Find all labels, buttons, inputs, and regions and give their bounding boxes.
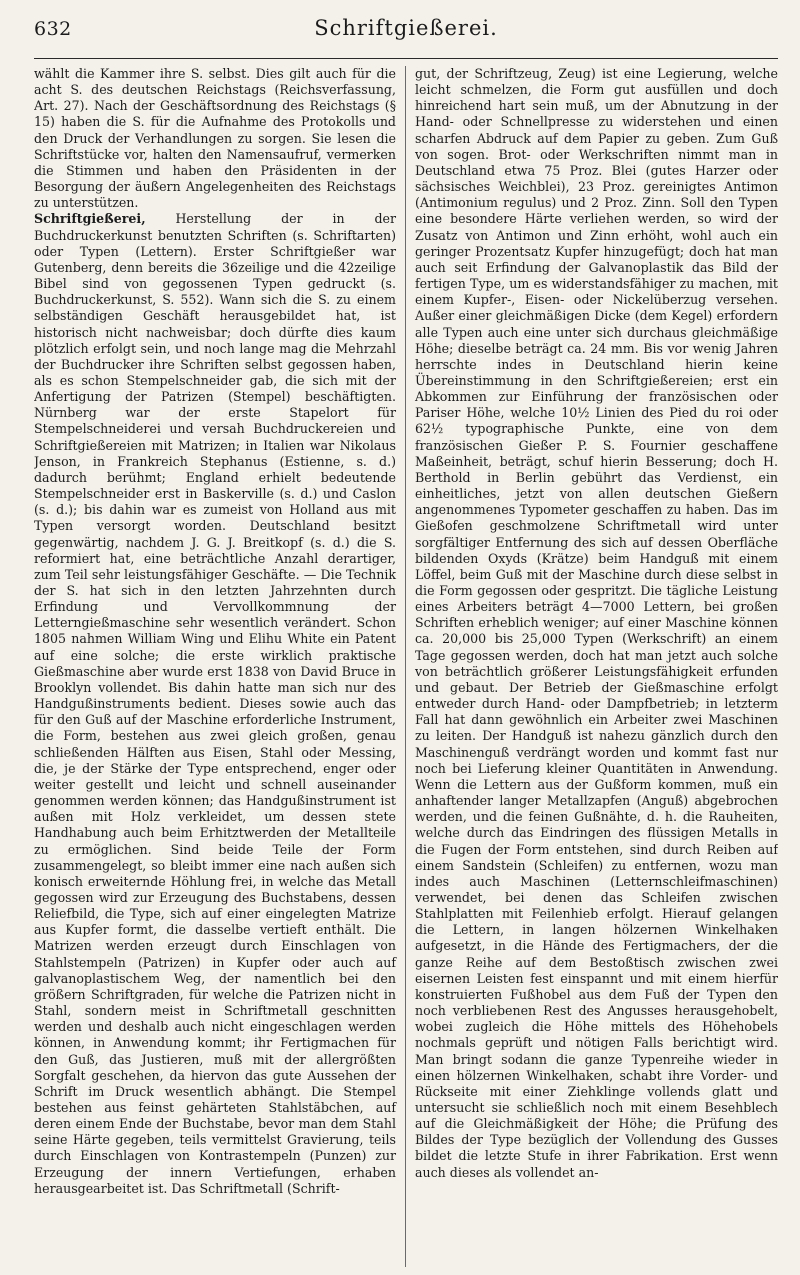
left-column (34, 66, 406, 1267)
text-columns (34, 66, 778, 1267)
paragraph-schriftgiesserei (34, 211, 396, 1197)
page-number: 632 (34, 18, 72, 40)
right-column (406, 66, 778, 1267)
paragraph-schriftmetall: gut, der Schriftzeug, Zeug) ist eine Legierung, welche leicht schmelzen, die Form gut ausfüllen und doch hinreichend hart sein muß, um der Abnutzung in der Hand- oder Schnellpresse zu widerstehen und einen scharfen Abdruck auf dem Papier zu geben. Zum Guß von sogen. Brot- oder Werkschriften nimmt man in Deutschland etwa 75 Proz. Blei (gutes Harzer oder sächsisches Weichblei), 23 Proz. gereinigtes Antimon (Antimonium regulus) und 2 Proz. Zinn. Soll den Typen eine besondere Härte verliehen werden, so wird der Zusatz von Antimon und Zinn erhöht, wohl auch ein geringer Prozentsatz Kupfer hinzugefügt; doch hat man auch seit Erfindung der Galvanoplastik das Bild der fertigen Type, um es widerstandsfähiger zu machen, mit einem Kupfer-, Eisen- oder Nickelüberzug versehen. Außer einer gleichmäßigen Dicke (dem Kegel) erfordern alle Typen auch eine unter sich durchaus gleichmäßige Höhe; dieselbe beträgt ca. 24 mm. Bis vor wenig Jahren herrschte indes in Deutschland hierin keine Übereinstimmung in den Schriftgießereien; erst ein Abkommen zur Einführung der französischen oder Pariser Höhe, welche 10½ Linien des Pied du roi oder 62½ typographische Punkte, eine von dem französischen Gießer P. S. Fournier geschaffene Maßeinheit, beträgt, schuf hierin Besserung; doch H. Berthold in Berlin gebührt das Verdienst, ein einheitliches, jetzt von allen deutschen Gießern angenommenes Typometer geschaffen zu haben. Das im Gießofen geschmolzene Schriftmetall wird unter sorgfältiger Entfernung des sich auf dessen Oberfläche bildenden Oxyds (Krätze) beim Handguß mit einem Löffel, beim Guß mit der Maschine durch diese selbst in die Form gegossen oder gespritzt. Die tägliche Leistung eines Arbeiters beträgt 4—7000 Lettern, bei großen Schriften erheblich weniger; auf einer Maschine können ca. 20,000 bis 25,000 Typen (Werkschrift) an einem Tage gegossen werden, doch hat man jetzt auch solche von beträchtlich größerer Leistungsfähigkeit erfunden und gebaut. Der Betrieb der Gießmaschine erfolgt entweder durch Hand- oder Dampfbetrieb; in letzterm Fall hat dann gewöhnlich ein Arbeiter zwei Maschinen zu leiten. Der Handguß ist nahezu gänzlich durch den Maschinenguß verdrängt worden und kommt fast nur noch bei Lieferung kleiner Quantitäten in Anwendung. Wenn die Lettern aus der Gußform kommen, muß ein anhaftender langer Metallzapfen (Anguß) abgebrochen werden, und die feinen Gußnähte, d. h. die Rauheiten, welche durch das Eindringen des flüssigen Metalls in die Fugen der Form entstehen, sind durch Reiben auf einem Sandstein (Schleifen) zu entfernen, wozu man indes auch Maschinen (Letternschleifmaschinen) verwendet, bei denen das Schleifen zwischen Stahlplatten mit Feilenhieb erfolgt. Hierauf gelangen die Lettern, in langen hölzernen Winkelhaken aufgesetzt, in die Hände des Fertigmachers, der die ganze Reihe auf dem Bestoßtisch zwischen zwei eisernen Leisten fest einspannt und mit einem hierfür konstruierten Fußhobel aus dem Fuß der Typen den noch verbliebenen Rest des Angusses herausgehobelt, wobei zugleich die Höhe mittels des Höhehobels nochmals geprüft und nötigen Falls berichtigt wird. Man bringt sodann die ganze Typenreihe wieder in einen hölzernen Winkelhaken, schabt ihre Vorder- und Rückseite mit einer Ziehklinge vollends glatt und untersucht sie schließlich noch mit einem Besehblech auf die Gleichmäßigkeit der Höhe; die Prüfung des Bildes der Type bezüglich der Vollendung des Gusses bildet die letzte Stufe in ihrer Fabrikation. Erst wenn auch dieses als vollendet an- (415, 66, 778, 1180)
running-head: Schriftgießerei. (314, 16, 498, 40)
entry-text: Herstellung der in der Buchdruckerkunst benutzten Schriften (s. Schriftarten) oder Typen (Lettern). Erster Schriftgießer war Gutenberg, denn bereits die 36zeilige und die 42zeilige Bibel sind von gegossenen Typen gedruckt (s. Buchdruckerkunst, S. 552). Wann sich die S. zu einem selbständigen Geschäft herausgebildet hat, ist historisch nicht nachweisbar; doch dürfte dies kaum plötzlich erfolgt sein, und noch lange mag die Mehrzahl der Buchdrucker ihre Schriften selbst gegossen haben, als es schon Stempelschneider gab, die sich mit der Anfertigung der Patrizen (Stempel) beschäftigten. Nürnberg war der erste Stapelort für Stempelschneiderei und versah Buchdruckereien und Schriftgießereien mit Matrizen; in Italien war Nikolaus Jenson, in Frankreich Stephanus (Estienne, s. d.) dadurch berühmt; England erhielt bedeutende Stempelschneider erst in Baskerville (s. d.) und Caslon (s. d.); bis dahin war es zumeist von Holland aus mit Typen versorgt worden. Deutschland besitzt gegenwärtig, nachdem J. G. J. Breitkopf (s. d.) die S. reformiert hat, eine beträchtliche Anzahl derartiger, zum Teil sehr leistungsfähiger Geschäfte. — Die Technik der S. hat sich in den letzten Jahrzehnten durch Erfindung und Vervollkommnung der Letterngießmaschine sehr wesentlich verändert. Schon 1805 nahmen William Wing und Elihu White ein Patent auf eine solche; die erste wirklich praktische Gießmaschine aber wurde erst 1838 von David Bruce in Brooklyn vollendet. Bis dahin hatte man sich nur des Handgußinstruments bedient. Dieses sowie auch das für den Guß auf der Maschine erforderliche Instrument, die Form, bestehen aus zwei gleich großen, genau schließenden Hälften aus Eisen, Stahl oder Messing, die, je der Stärke der Type entsprechend, enger oder weiter gestellt und leicht und schnell auseinander genommen werden können; das Handgußinstrument ist außen mit Holz verkleidet, um dessen stete Handhabung auch beim Erhitztwerden der Metallteile zu ermöglichen. Sind beide Teile der Form zusammengelegt, so bleibt immer eine nach außen sich konisch erweiternde Höhlung frei, in welche das Metall gegossen wird zur Erzeugung des Buchstabens, dessen Reliefbild, die Type, sich auf einer eingelegten Matrize aus Kupfer formt, die dasselbe vertieft enthält. Die Matrizen werden erzeugt durch Einschlagen von Stahlstempeln (Patrizen) in Kupfer oder auch auf galvanoplastischem Weg, der namentlich bei den größern Schriftgraden, für welche die Patrizen nicht in Stahl, sondern meist in Schriftmetall geschnitten werden und deshalb auch nicht eingeschlagen werden können, in Anwendung kommt; ihr Fertigmachen für den Guß, das Justieren, muß mit der allergrößten Sorgfalt geschehen, da hiervon das gute Aussehen der Schrift im Druck wesentlich abhängt. Die Stempel bestehen aus feinst gehärteten Stahlstäbchen, auf deren einem Ende der Buchstabe, bevor man dem Stahl seine Härte gegeben, teils vermittelst Gravierung, teils durch Einschlagen von Kontrastempeln (Punzen) zur Erzeugung der innern Vertiefungen, erhaben herausgearbeitet ist. Das Schriftmetall (Schrift- (34, 211, 396, 1196)
entry-headword: Schriftgießerei, (34, 211, 146, 227)
page-header (34, 0, 778, 59)
paragraph-schriftfuehrer-end: wählt die Kammer ihre S. selbst. Dies gilt auch für die acht S. des deutschen Reichstags (Reichsverfassung, Art. 27). Nach der Geschäftsordnung des Reichstags (§ 15) haben die S. für die Aufnahme des Protokolls und den Druck der Verhandlungen zu sorgen. Sie lesen die Schriftstücke vor, halten den Namensaufruf, vermerken die Stimmen und haben den Präsidenten in der Besorgung der äußern Angelegenheiten des Reichstags zu unterstützen. (34, 66, 396, 211)
